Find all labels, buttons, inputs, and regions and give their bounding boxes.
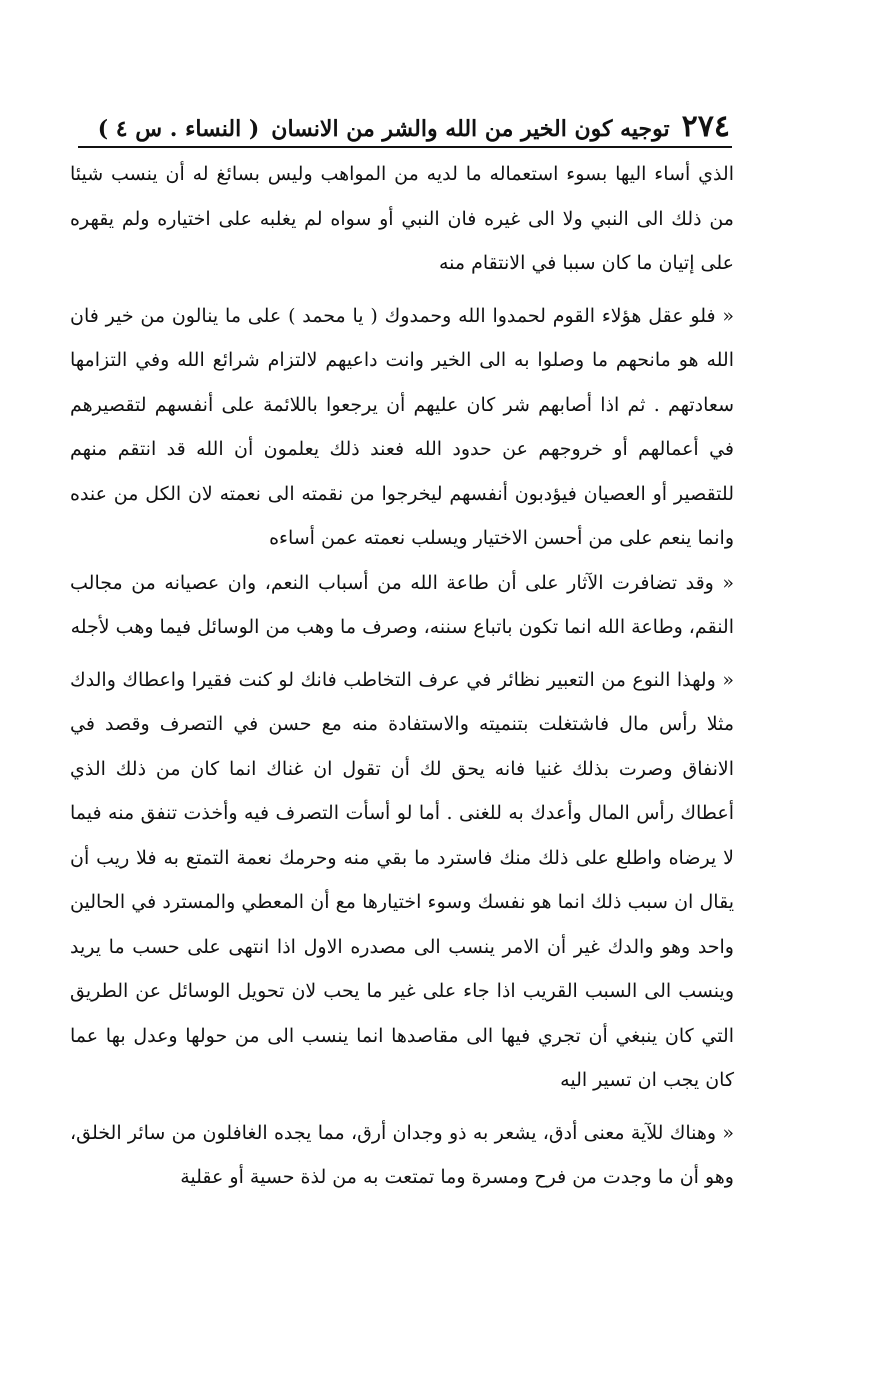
- running-title: توجيه كون الخير من الله والشر من الانسان: [271, 115, 670, 142]
- page-body: [70, 152, 734, 1200]
- page-number: ٢٧٤: [681, 109, 730, 144]
- sura-reference: ( النساء . س ٤ ): [97, 115, 260, 142]
- paragraph: الذي أساء اليها بسوء استعماله ما لديه من المواهب وليس بسائغ له أن ينسب شيئا من ذلك الى النبي ولا الى غيره فان النبي أو سواه لم يغلبه على اختياره ولم يقهره على إتيان ما كان سببا في الانتقام منه: [70, 163, 734, 274]
- paragraph: « وقد تضافرت الآثار على أن طاعة الله من أسباب النعم، وان عصيانه من مجالب النقم، وطاعة الله انما تكون باتباع سننه، وصرف ما وهب من الوسائل فيما وهب لأجله: [70, 571, 734, 638]
- paragraph: « وهناك للآية معنى أدق، يشعر به ذو وجدان أرق، مما يجده الغافلون من سائر الخلق، وهو أن ما وجدت من فرح ومسرة وما تمتعت به من لذة حسية أو عقلية: [70, 1121, 734, 1188]
- paragraph: « فلو عقل هؤلاء القوم لحمدوا الله وحمدوك ( يا محمد ) على ما ينالون من خير فان الله هو مانحهم ما وصلوا به الى الخير وانت داعيهم لالتزام شرائع الله وفي التزامها سعادتهم . ثم اذا أصابهم شر كان عليهم أن يرجعوا باللائمة على أنفسهم لتقصيرهم في أعمالهم أو خروجهم عن حدود الله فعند ذلك يعلمون أن الله قد انتقم منهم للتقصير أو العصيان فيؤدبون أنفسهم ليخرجوا من نقمته الى نعمته لان الكل من عنده وانما ينعم على من أحسن الاختيار ويسلب نعمته عمن أساءه: [70, 304, 734, 549]
- page-header: [78, 92, 730, 142]
- paragraph: « ولهذا النوع من التعبير نظائر في عرف التخاطب فانك لو كنت فقيرا واعطاك والدك مثلا رأس مال فاشتغلت بتنميته والاستفادة منه مع حسن في التصرف وقصد في الانفاق وصرت بذلك غنيا فانه يحق لك أن تقول ان غناك انما كان من ذلك الذي أعطاك رأس المال وأعدك به للغنى . أما لو أسأت التصرف فيه وأخذت تنفق منه فيما لا يرضاه واطلع على ذلك منك فاسترد ما بقي منه وحرمك نعمة التمتع به فلا ريب أن يقال ان سبب ذلك انما هو نفسك وسوء اختيارها مع أن المعطي والمسترد في الحالين واحد وهو والدك غير أن الامر ينسب الى مصدره الاول اذا انتهى على حسب ما يريد وينسب الى السبب القريب اذا جاء على غير ما يحب لان تحويل الوسائل عن الطريق التي كان ينبغي أن تجري فيها الى مقاصدها انما ينسب الى من حولها وعدل بها عما كان يجب ان تسير اليه: [70, 668, 734, 1091]
- header-divider: [78, 146, 732, 148]
